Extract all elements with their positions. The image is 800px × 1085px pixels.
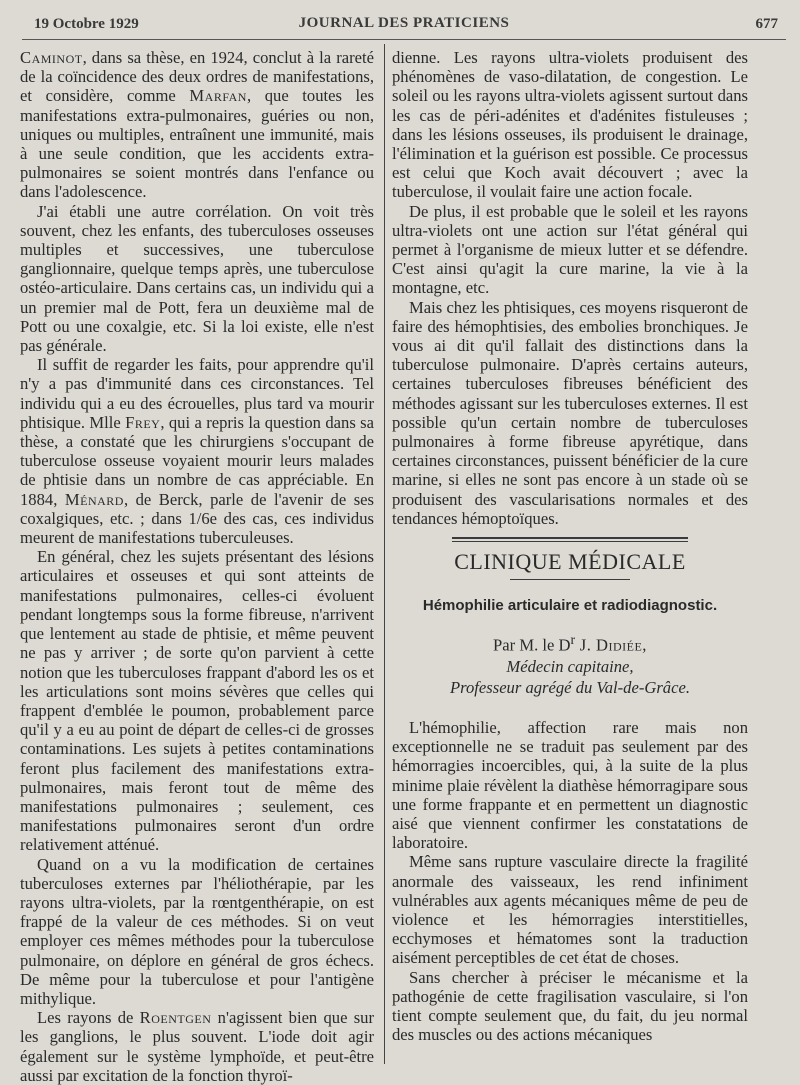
section-title-rule	[510, 579, 630, 580]
paragraph-text: , dans sa thèse, en 1924, conclut à la rareté de la coïncidence des deux ordres de manifestations, et considère, comme	[20, 48, 374, 106]
paragraph: dienne. Les rayons ultra-violets produisent des phénomènes de vaso-dilatation, de congestion. Le soleil ou les rayons ultra-violets agissent surtout dans les cas de péri-adénites et d'adénites fistuleuses ; dans les lésions osseuses, ils produisent le drainage, l'élimination et la guérison est possible. Ce processus est celui que Koch avait découvert ; avec la tuberculose, il voulait faire une action focale.	[392, 48, 748, 202]
paragraph-text: Les rayons de	[37, 1008, 140, 1028]
paragraph-text: Il suffit de regarder les faits, pour apprendre qu'il n'y a pas d'immunité dans ces circonstances. Tel individu qui a eu des écrouelles, plus tard va mourir phtisique. Mlle	[20, 355, 374, 432]
section-separator	[452, 537, 688, 542]
byline-sup: r	[570, 632, 576, 648]
byline	[392, 629, 748, 698]
paragraph: J'ai établi une autre corrélation. On voit très souvent, chez les enfants, des tuberculoses osseuses multiples et successives, une tuberculose ganglionnaire, quelque temps après, une tuberculose ostéo-articulaire. Dans certains cas, un individu qui a un premier mal de Pott, fera un deuxième mal de Pott ou une coxalgie, etc. Si la loi existe, elle n'est pas générale.	[20, 201, 374, 356]
header-rule	[22, 39, 786, 40]
byline-prefix: Par M. le D	[493, 636, 571, 656]
page-number: 677	[755, 16, 778, 32]
right-column	[392, 48, 748, 1044]
author-name: Caminot	[20, 48, 83, 67]
paragraph	[20, 1008, 374, 1085]
paragraph-text: , que toutes les manifestations extra-pulmonaires, guéries ou non, uniques ou multiples, entraînent une immunité, mais à une seule condition, que les accidents extra-pulmonaires se soient montrés dans l'enfance ou dans l'adolescence.	[20, 86, 374, 202]
paragraph: L'hémophilie, affection rare mais non exceptionnelle ne se traduit pas seulement par des hémorragies incoercibles, qui, à la suite de la plus minime plaie révèlent la diathèse hémorragipare sous une forme frappante et en permettent un diagnostic aisé que viennent confirmer les constatations de laboratoire.	[392, 718, 748, 853]
article-body	[392, 718, 748, 1044]
paragraph	[20, 48, 374, 202]
paragraph: Sans chercher à préciser le mécanisme et la pathogénie de cette fragilisation vasculaire, si l'on tient compte seulement que, du fait, du jeu normal des muscles ou des actions mécaniques	[392, 967, 748, 1045]
column-divider	[384, 44, 385, 1064]
article-title: Hémophilie articulaire et radiodiagnostic.	[422, 597, 718, 615]
author-name: J. Didiée,	[575, 636, 647, 656]
paragraph	[20, 355, 374, 547]
section-title: CLINIQUE MÉDICALE	[454, 549, 686, 575]
paragraph: En général, chez les sujets présentant des lésions articulaires et osseuses et qui sont atteints de manifestations pulmonaires, celles-ci évoluent pendant longtemps sous la forme fibreuse, n'arrivent que lentement au stade de phtisie, et même peuvent ne pas y arriver ; de sorte qu'on parvient à cette notion que les tuberculoses frappant d'abord les os et les articulations sont moins sévères que celles qui frappent d'emblée le poumon, probablement parce qu'il y a eu au point de départ de celles-ci de grosses contaminations. Les sujets à petites contaminations feront plus facilement des manifestations extra-pulmonaires, mais feront tout de même des manifestations pulmonaires ; seulement, ces manifestations pulmonaires seront d'un ordre relativement atténué.	[20, 547, 374, 855]
author-name: Ménard	[64, 489, 124, 509]
byline-author	[392, 629, 748, 656]
byline-role: Médecin capitaine,	[506, 657, 634, 677]
paragraph-text: n'agissent bien que sur les ganglions, le plus souvent. L'iode doit agir également sur le système lymphoïde, et peut-être aussi par excitation de la fonction thyroï-	[20, 1008, 374, 1085]
paragraph: Quand on a vu la modification de certaines tuberculoses externes par l'héliothérapie, par les rayons ultra-violets, par la rœntgenthérapie, on est frappé de la valeur de ces méthodes. Si on veut employer ces mêmes méthodes pour la tuberculose pulmonaire, on déplore en général de gros échecs. De même pour la tuberculose et pour l'antigène mithylique.	[20, 854, 374, 1008]
author-name: Frey	[125, 412, 161, 432]
issue-date: 19 Octobre 1929	[34, 16, 139, 32]
author-name: Roentgen	[139, 1008, 212, 1028]
paragraph-text: , de Berck, parle de l'avenir de ses coxalgiques, etc. ; dans 1/6e des cas, ces individus meurent de manifestations tuberculeuses.	[20, 489, 374, 548]
author-name: Marfan	[189, 86, 247, 106]
journal-title: JOURNAL DES PRATICIENS	[298, 15, 510, 31]
left-column	[20, 48, 374, 1085]
paragraph: De plus, il est probable que le soleil et les rayons ultra-violets ont une action sur l'état général qui permet à l'organisme de mieux lutter et se défendre. C'est ainsi qu'agit la cure marine, la vie à la montagne, etc.	[392, 201, 748, 298]
byline-affiliation: Professeur agrégé du Val-de-Grâce.	[450, 678, 690, 698]
paragraph-text: , qui a repris la question dans sa thèse, a constaté que les chirurgiens s'occupant de tuberculose osseuse voyaient mourir leurs malades de phtisie dans un nombre de cas appréciable. En 1884,	[20, 412, 374, 509]
paragraph: Mais chez les phtisiques, ces moyens risqueront de faire des hémophtisies, des embolies bronchiques. Je vous ai dit qu'il fallait des distinctions dans la tuberculose pulmonaire. D'après certains auteurs, certaines tuberculoses fibreuses bénéficient des méthodes agissant sur les tuberculoses externes. Il est possible qu'un certain nombre de tuberculoses pulmonaires à forme fibreuse apyrétique, dans certaines circonstances, puissent bénéficier de la cure marine, si elles ne sont pas encore à un stade où se produisent des vascularisations normales et des tendances hémoptoïques.	[392, 297, 748, 528]
paragraph: Même sans rupture vasculaire directe la fragilité anormale des vaisseaux, les rend infiniment vulnérables aux agents mécaniques même de peu de violence et les hémorragies interstitielles, ecchymoses et hématomes sont la traduction aisément perceptibles de cet état de choses.	[392, 852, 748, 968]
running-header	[22, 14, 786, 38]
